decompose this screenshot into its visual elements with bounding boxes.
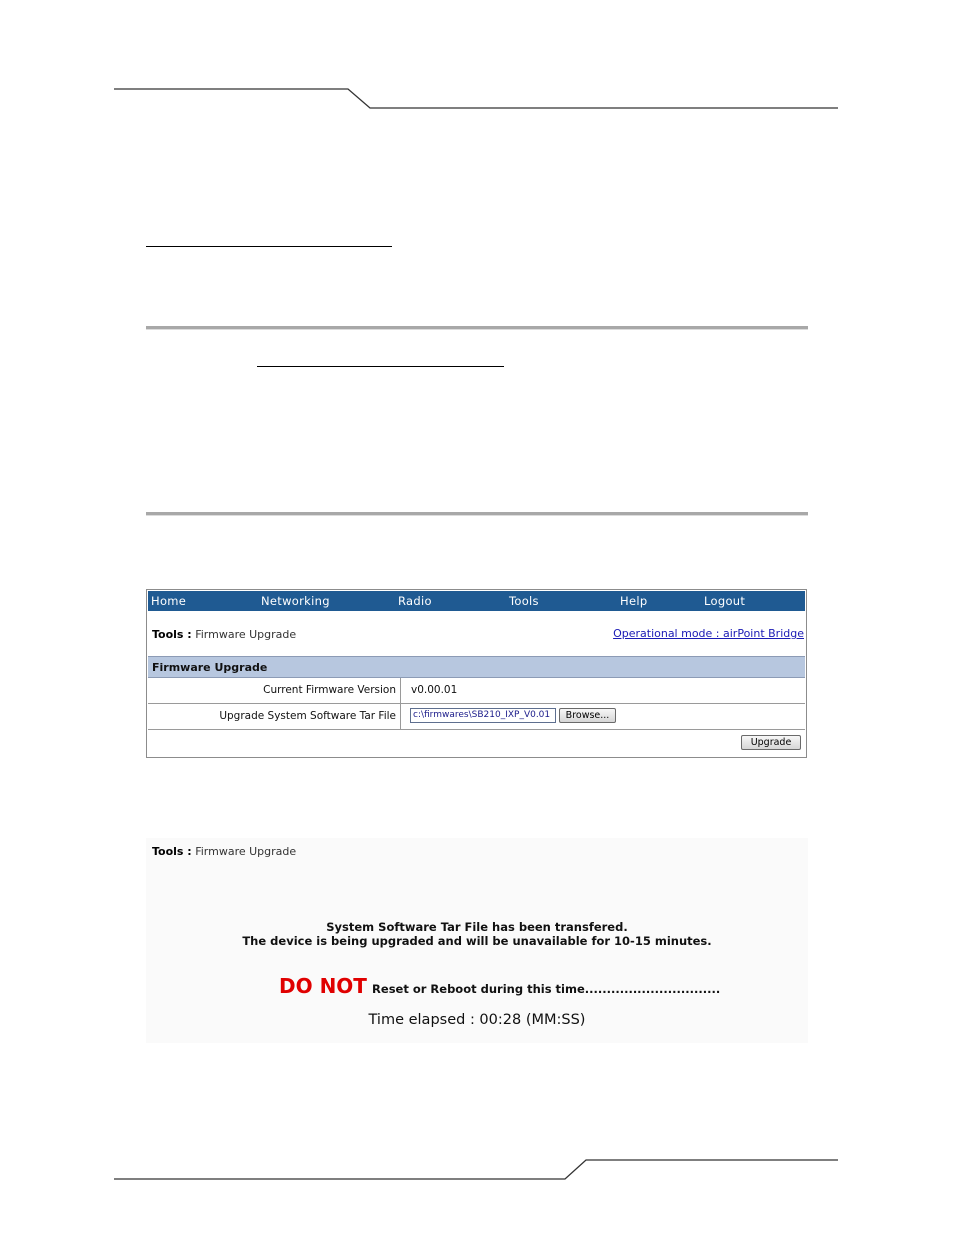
upgrade-button[interactable]: Upgrade	[741, 735, 801, 750]
heading-underline	[146, 246, 392, 247]
nav-home[interactable]: Home	[151, 594, 187, 608]
nav-logout[interactable]: Logout	[704, 594, 746, 608]
upgrade-file-input[interactable]: c:\firmwares\SB210_IXP_V0.01	[410, 708, 556, 723]
browse-button[interactable]: Browse...	[559, 708, 616, 723]
breadcrumb	[152, 628, 296, 641]
nav-tools[interactable]: Tools	[509, 594, 539, 608]
upgrade-file-row	[148, 704, 805, 730]
time-elapsed: Time elapsed : 00:28 (MM:SS)	[368, 1012, 586, 1028]
breadcrumb-section: Tools :	[152, 628, 192, 641]
note-rule-bottom	[146, 512, 808, 516]
upgrade-file-label: Upgrade System Software Tar File	[148, 704, 401, 729]
nav-help[interactable]: Help	[620, 594, 648, 608]
current-version-label: Current Firmware Version	[148, 678, 401, 703]
warning-emphasis: DO NOT	[279, 974, 367, 998]
breadcrumb-section: Tools :	[152, 845, 192, 858]
transfer-complete-message: System Software Tar File has been transfered.	[326, 920, 628, 934]
operational-mode-link[interactable]: Operational mode : airPoint Bridge	[613, 627, 804, 640]
note-rule-top	[146, 326, 808, 330]
note-underline	[257, 366, 504, 367]
nav-networking[interactable]: Networking	[261, 594, 330, 608]
breadcrumb	[152, 845, 296, 858]
upgrade-unavailable-message: The device is being upgraded and will be unavailable for 10-15 minutes.	[242, 934, 712, 948]
top-nav-bar	[148, 591, 805, 611]
nav-radio[interactable]: Radio	[398, 594, 432, 608]
upgrade-progress-screenshot	[146, 838, 808, 1043]
current-version-value: v0.00.01	[411, 684, 458, 696]
firmware-upgrade-screenshot	[146, 589, 807, 758]
breadcrumb-page: Firmware Upgrade	[195, 628, 297, 641]
warning-text: Reset or Reboot during this time...............................	[372, 982, 721, 996]
section-header: Firmware Upgrade	[148, 656, 805, 678]
breadcrumb-page: Firmware Upgrade	[195, 845, 297, 858]
warning-line	[279, 974, 720, 998]
current-version-row	[148, 678, 805, 704]
